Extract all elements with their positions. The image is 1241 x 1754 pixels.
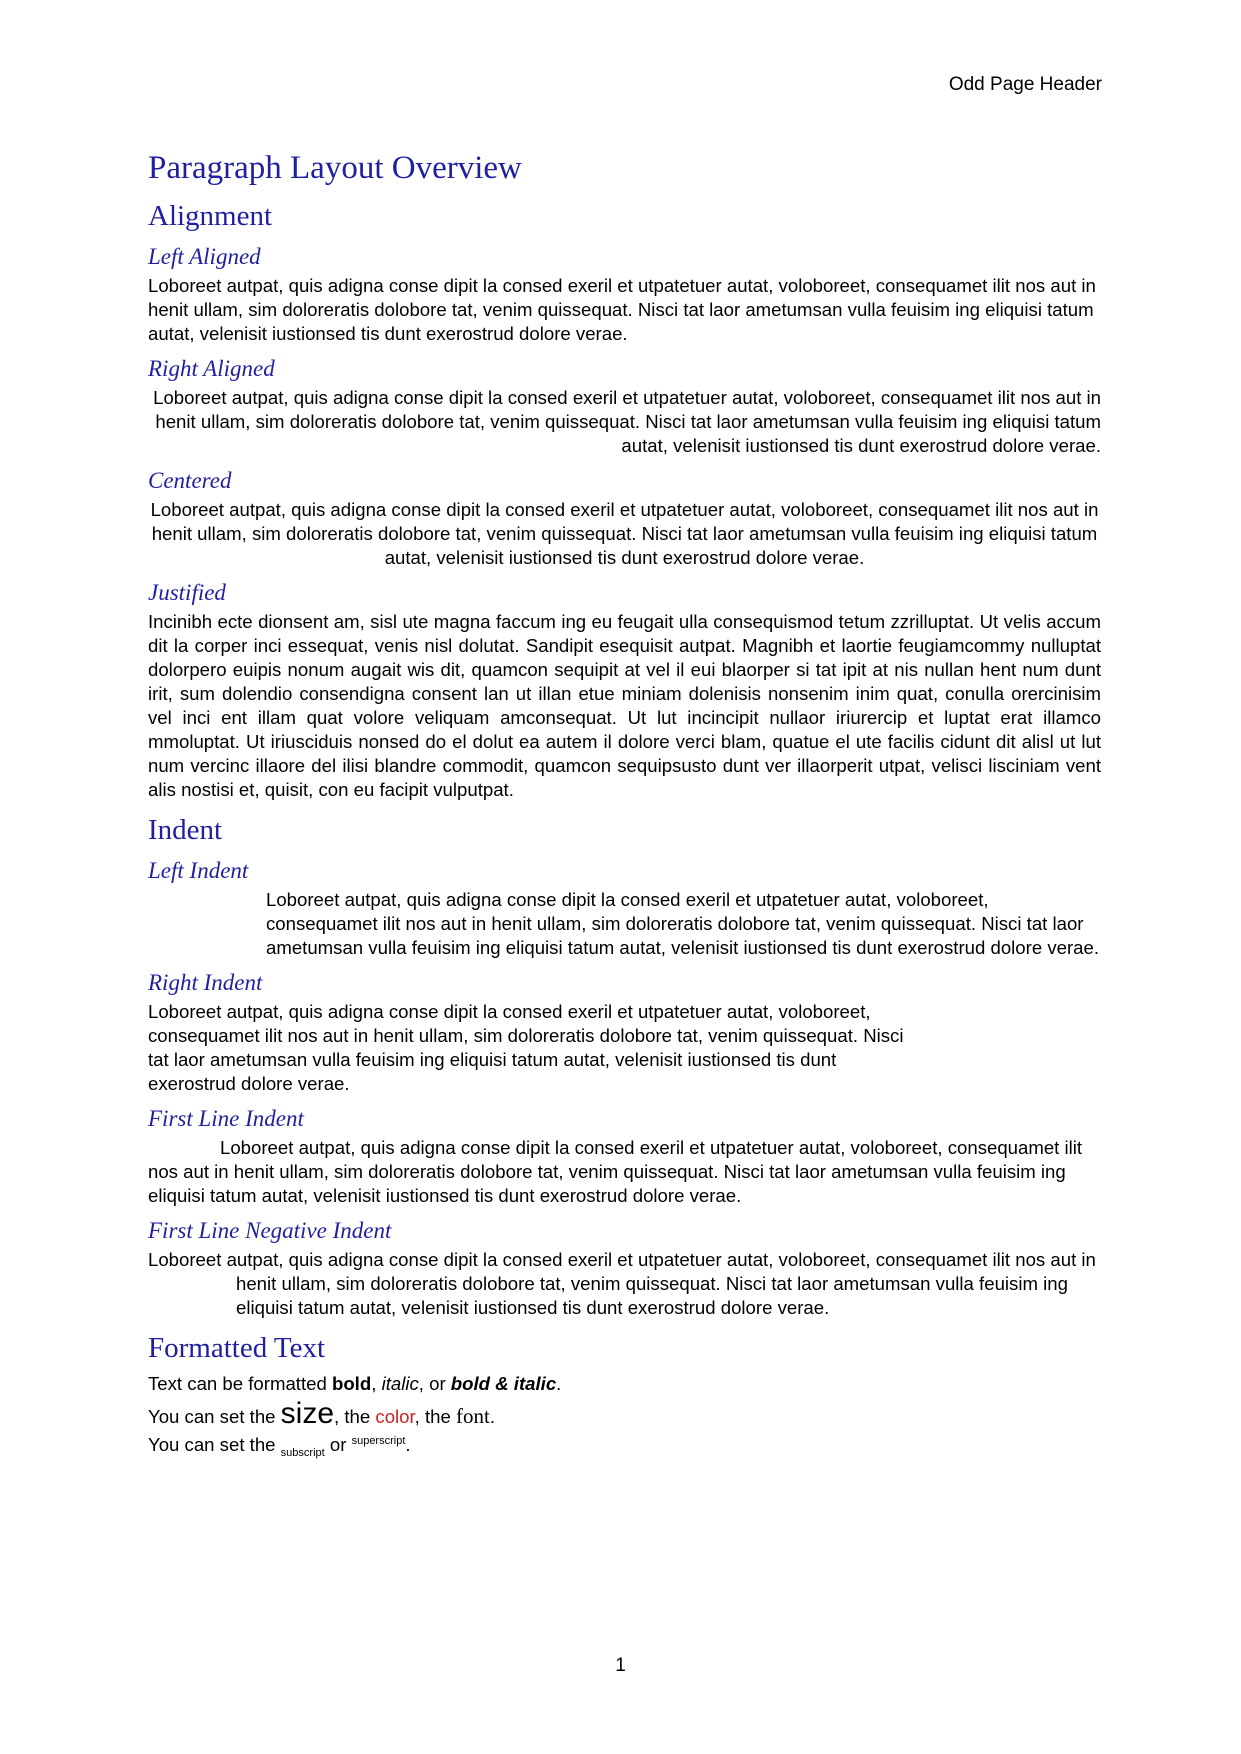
paragraph-left-indent: Loboreet autpat, quis adigna conse dipit la consed exeril et utpatetuer autat, voloboreet, consequamet ilit nos aut in henit ullam, sim doloreratis dolobore tat, venim quissequat. Nisci tat laor ametumsan vulla feuisim ing eliquisi tatum autat, velenisit iustionsed tis dunt exerostrud dolore verae. <box>266 889 1100 958</box>
serif-font-text: font <box>456 1404 490 1428</box>
formatted-line-size-color-font <box>148 1397 1101 1430</box>
paragraph-left-aligned: Loboreet autpat, quis adigna conse dipit la consed exeril et utpatetuer autat, voloboreet, consequamet ilit nos aut in henit ullam, sim doloreratis dolobore tat, venim quissequat. Nisci tat laor ametumsan vulla feuisim ing eliquisi tatum autat, velenisit iustionsed tis dunt exerostrud dolore verae. <box>148 275 1096 344</box>
subheading-first-line-indent: First Line Indent <box>148 1106 304 1131</box>
paragraph-first-line-indent: Loboreet autpat, quis adigna conse dipit la consed exeril et utpatetuer autat, voloboreet, consequamet ilit nos aut in henit ullam, sim doloreratis dolobore tat, venim quissequat. Nisci tat laor ametumsan vulla feuisim ing eliquisi tatum autat, velenisit iustionsed tis dunt exerostrud dolore verae. <box>148 1137 1083 1206</box>
colored-text: color <box>375 1406 415 1427</box>
text-segment: . <box>489 1406 496 1427</box>
text-segment: . <box>556 1373 562 1394</box>
subheading-right-indent: Right Indent <box>148 970 263 995</box>
subheading-left-indent: Left Indent <box>148 858 249 883</box>
text-segment: or <box>324 1434 352 1456</box>
text-segment: You can set the <box>148 1434 281 1456</box>
document-title: Paragraph Layout Overview <box>148 150 522 186</box>
subheading-first-line-negative-indent: First Line Negative Indent <box>148 1218 392 1243</box>
page-header: Odd Page Header <box>948 74 1102 95</box>
formatted-line-styles <box>148 1372 1101 1396</box>
subheading-centered: Centered <box>148 468 232 493</box>
subscript-text: subscript <box>280 1446 325 1459</box>
section-heading-alignment: Alignment <box>148 200 273 232</box>
bold-text: bold <box>331 1373 372 1394</box>
section-heading-formatted-text: Formatted Text <box>148 1332 326 1364</box>
text-segment: , <box>371 1373 382 1394</box>
formatted-line-sub-super <box>148 1429 1101 1465</box>
paragraph-right-aligned: Loboreet autpat, quis adigna conse dipit la consed exeril et utpatetuer autat, voloboreet, consequamet ilit nos aut in henit ullam, sim doloreratis dolobore tat, venim quissequat. Nisci tat laor ametumsan vulla feuisim ing eliquisi tatum autat, velenisit iustionsed tis dunt exerostrud dolore verae. <box>153 387 1101 456</box>
subheading-justified: Justified <box>148 580 226 605</box>
paragraph-first-line-negative-indent: Loboreet autpat, quis adigna conse dipit la consed exeril et utpatetuer autat, voloboreet, consequamet ilit nos aut in henit ullam, sim doloreratis dolobore tat, venim quissequat. Nisci tat laor ametumsan vulla feuisim ing eliquisi tatum autat, velenisit iustionsed tis dunt exerostrud dolore verae. <box>148 1249 1096 1318</box>
superscript-text: superscript <box>351 1435 406 1447</box>
section-heading-indent: Indent <box>148 814 223 846</box>
page-content <box>148 148 1101 1465</box>
subheading-right-aligned: Right Aligned <box>148 356 275 381</box>
text-segment: , the <box>414 1406 457 1427</box>
paragraph-right-indent: Loboreet autpat, quis adigna conse dipit la consed exeril et utpatetuer autat, voloboreet, consequamet ilit nos aut in henit ullam, sim doloreratis dolobore tat, venim quissequat. Nisci tat laor ametumsan vulla feuisim ing eliquisi tatum autat, velenisit iustionsed tis dunt exerostrud dolore verae. <box>148 1001 904 1094</box>
subheading-left-aligned: Left Aligned <box>148 244 261 269</box>
text-segment: . <box>405 1434 411 1456</box>
italic-text: italic <box>381 1373 419 1394</box>
paragraph-justified: Incinibh ecte dionsent am, sisl ute magna faccum ing eu feugait ulla consequismod tetum zzrilluptat. Ut velis accum dit la corper inci essequat, venis nisl dolutat. Sandipit esequisit autpat. Magnibh et laortie feugiamcommy nulluptat dolorpero euipis nonum augait wis dit, quamcon sequipit at vel il eui blaorper si tat ipit at nis nullan hent num dunt irit, sum dolendio consendigna consent lan ut illan etue miniam dolenisis nonsenim inim quat, conulla orercinisim vel inci ent illam quat volore veliquam amconsequat. Ut lut incincipit nullaor iriurercip et luptat erat illamco mmoluptat. Ut iriusciduis nonsed do el dolut ea autem il dolore verci blam, quatue el ute facilis cidunt dit alisl ut lut num vercinc illaore del ilisi blandre commodit, quamcon sequipsusto dunt ver illaorperit utpat, velisci lisciniam vent alis nostisi et, quisit, con eu facipit vulputpat. <box>148 611 1101 800</box>
bold-italic-text: bold & italic <box>450 1373 557 1394</box>
text-segment: , the <box>334 1406 376 1427</box>
text-segment: , or <box>418 1373 451 1394</box>
page-number: 1 <box>615 1655 626 1676</box>
text-segment: Text can be formatted <box>148 1373 332 1394</box>
paragraph-centered: Loboreet autpat, quis adigna conse dipit la consed exeril et utpatetuer autat, voloboreet, consequamet ilit nos aut in henit ullam, sim doloreratis dolobore tat, venim quissequat. Nisci tat laor ametumsan vulla feuisim ing eliquisi tatum autat, velenisit iustionsed tis dunt exerostrud dolore verae. <box>150 499 1099 568</box>
text-segment: You can set the <box>148 1406 281 1427</box>
large-size-text: size <box>280 1397 335 1430</box>
